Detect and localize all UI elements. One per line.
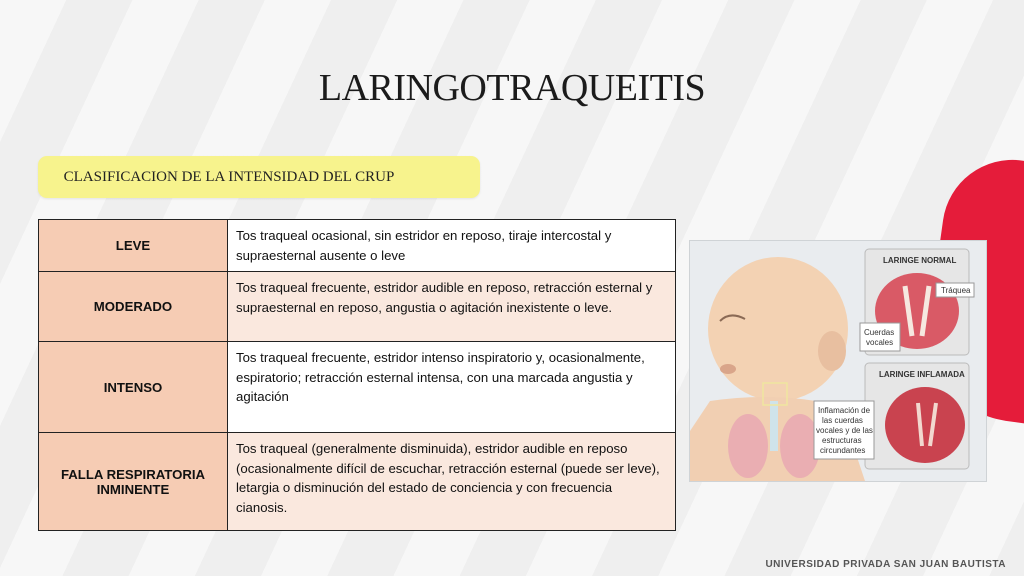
table-row — [39, 433, 676, 531]
inflammation-line: circundantes — [820, 446, 866, 455]
page-title: LARINGOTRAQUEITIS — [318, 67, 706, 109]
table-row — [39, 272, 676, 342]
baby-ear — [818, 331, 846, 371]
description-cell: Tos traqueal (generalmente disminuida), estridor audible en reposo (ocasionalmente difícil de escuchar, retracción esternal (puede ser leve), letargia o disminución del estado de conciencia y con frecuencia cianosis. — [228, 433, 676, 531]
illustration-svg — [690, 241, 986, 481]
vocal-cords-label-2: vocales — [866, 338, 894, 347]
baby-mouth — [720, 364, 736, 374]
subtitle-banner — [38, 156, 480, 198]
description-cell: Tos traqueal frecuente, estridor intenso inspiratorio y, ocasionalmente, espiratorio; retracción esternal intensa, con una marcada angustia y agitación — [228, 342, 676, 433]
inflammation-line: estructuras — [822, 436, 862, 445]
table-row — [39, 342, 676, 433]
level-cell: INTENSO — [39, 342, 228, 433]
level-cell: FALLA RESPIRATORIA INMINENTE — [39, 433, 228, 531]
description-cell: Tos traqueal ocasional, sin estridor en reposo, tiraje intercostal y supraesternal ausente o leve — [228, 220, 676, 272]
trachea-label: Tráquea — [941, 286, 971, 295]
subtitle-text: CLASIFICACION DE LA INTENSIDAD DEL CRUP — [63, 169, 395, 185]
croup-classification-table — [38, 219, 676, 531]
baby-head — [708, 257, 848, 401]
inflammation-line: las cuerdas — [822, 416, 863, 425]
inflamed-larynx-label: LARINGE INFLAMADA — [879, 370, 965, 379]
left-lung — [728, 414, 768, 478]
larynx-illustration — [689, 240, 987, 482]
normal-larynx-label: LARINGE NORMAL — [883, 256, 957, 265]
university-footer: UNIVERSIDAD PRIVADA SAN JUAN BAUTISTA — [765, 559, 1006, 570]
table-row — [39, 220, 676, 272]
description-cell: Tos traqueal frecuente, estridor audible en reposo, retracción esternal y supraesternal en reposo, angustia o agitación inexistente o leve. — [228, 272, 676, 342]
inflammation-line: Inflamación de — [818, 406, 871, 415]
level-cell: LEVE — [39, 220, 228, 272]
trachea — [770, 401, 778, 451]
inflamed-larynx-image — [885, 387, 965, 463]
inflammation-line: vocales y de las — [816, 426, 873, 435]
level-cell: MODERADO — [39, 272, 228, 342]
vocal-cords-label-1: Cuerdas — [864, 328, 895, 337]
